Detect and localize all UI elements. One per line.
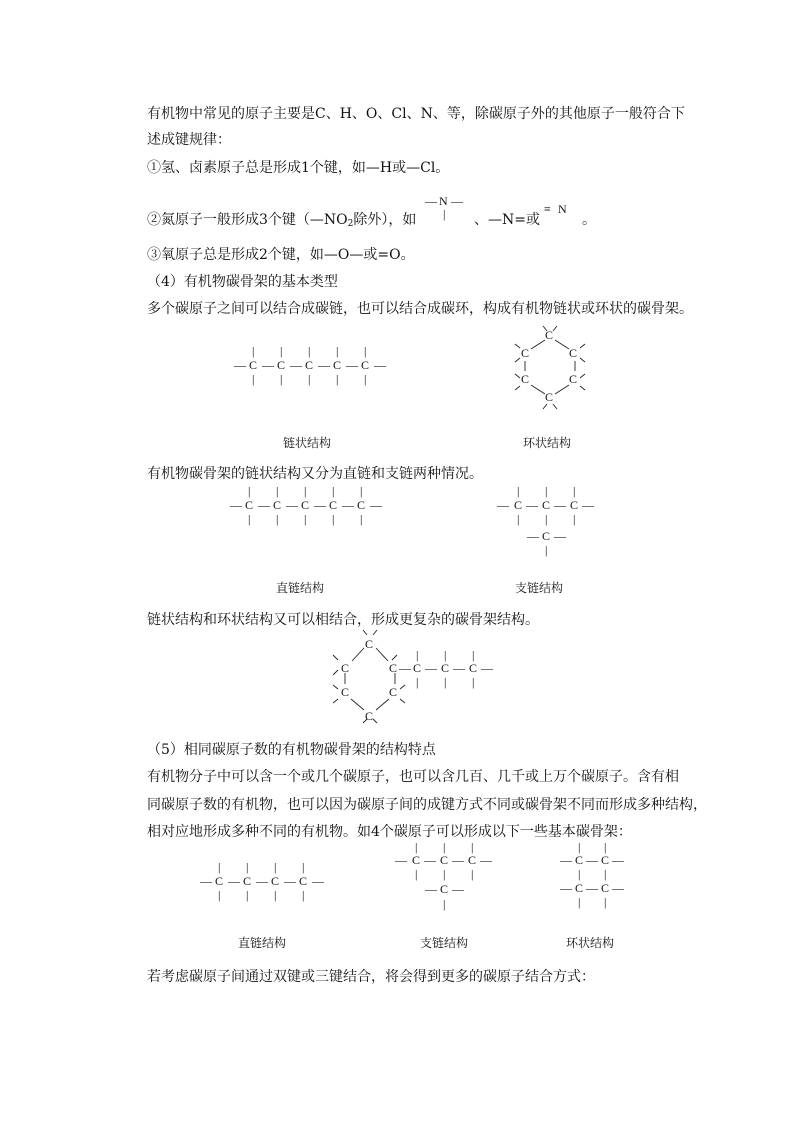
final-line: 若考虑碳原子间通过双键或三键结合，将会得到更多的碳原子结合方式： [147,969,595,985]
intro-line-1: 有机物中常见的原子主要是C、H、O、Cl、N、等，除碳原子外的其他原子一般符合下 [147,106,685,122]
section-5-line-1: 有机物分子中可以含一个或几个碳原子，也可以含几百、几千或上万个碳原子。含有相 [147,769,679,785]
rule-3: ③氧原子总是形成2个键，如—O—或=O。 [147,247,415,263]
branched-chain-diagram: — | C | — | C | — | C | — — C — | [497,484,594,557]
nitrogen-three-bond-diagram: — N — | [425,194,463,221]
caption-ring: 环状结构 [523,436,572,450]
caption-branch: 支链结构 [515,581,564,595]
section-4-intro: 多个碳原子之间可以结合成碳链，也可以结合成碳环，构成有机物链状或环状的碳骨架。 [147,301,693,317]
caption-4-ring: 环状结构 [566,936,615,950]
four-carbon-branched-diagram: — | C | — | C | — | C | — — C — | [395,840,492,911]
straight-chain-diagram: — | C | — | C | — | C | — | C | — | C | — [230,484,382,526]
four-carbon-straight-diagram: — | C | — | C | — | C | — | C | — [200,860,324,902]
combine-intro: 链状结构和环状结构又可以相结合，形成更复杂的碳骨架结构。 [147,612,539,628]
nitrogen-triple-bond-diagram: ≡ N [544,202,567,216]
caption-4-branch: 支链结构 [420,936,469,950]
section-4-title: （4）有机物碳骨架的基本类型 [147,274,338,290]
section-5-line-2: 同碳原子数的有机物，也可以因为碳原子间的成键方式不同或碳骨架不同而形成多种结构， [147,797,707,813]
chain-skeleton-diagram: — | C | — | C | — | C | — | C | — | C | — [234,344,386,386]
section-5-line-3: 相对应地形成多种不同的有机物。如4个碳原子可以形成以下一些基本碳骨架： [147,824,632,840]
combined-bond-lines [325,628,495,724]
four-carbon-ring-diagram: — | C — | C — | | — C — C — | | [560,840,624,909]
intro-line-2: 述成键规律： [147,132,231,148]
caption-straight: 直链结构 [276,581,325,595]
chain-intro: 有机物碳骨架的链状结构又分为直链和支链两种情况。 [147,466,483,482]
section-5-title: （5）相同碳原子数的有机物碳骨架的结构特点 [147,742,436,758]
rule-2-alt: 、—N=或 [474,212,540,228]
ring-chain-combined-diagram: C C C C C C — | C | — | C | — | C | — [325,628,495,724]
caption-4-straight: 直链结构 [238,936,287,950]
caption-chain: 链状结构 [283,436,332,450]
rule-1: ①氢、卤素原子总是形成1个键，如—H或—Cl。 [147,160,450,176]
ring-skeleton-diagram: C C C C C C [505,322,595,414]
rule-2-end: 。 [582,212,596,228]
rule-2: ②氮原子一般形成3个键（$—NO_2$除外），如 [147,212,417,229]
